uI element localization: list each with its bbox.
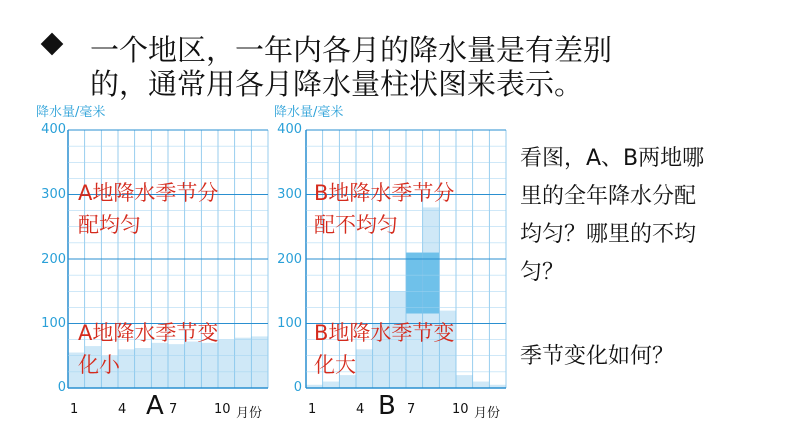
chart-a-bar-11	[235, 338, 252, 388]
chart-a-ytick-200: 200	[41, 252, 66, 267]
chart-b-xtick-4: 4	[356, 402, 365, 417]
chart-a-ytick-300: 300	[41, 187, 66, 202]
chart-a-annotation-2a: A地降水季节变	[78, 321, 219, 345]
chart-a-bar-6	[151, 343, 168, 388]
chart-a-annotation-1a: A地降水季节分	[78, 181, 219, 205]
chart-b-bar-10	[456, 375, 473, 388]
question-line-5: 季节变化如何？	[520, 344, 675, 369]
chart-a-bar-4	[118, 349, 135, 388]
chart-a-xtick-4: 4	[118, 402, 127, 417]
chart-b-xtick-10: 10	[452, 402, 469, 417]
chart-a-xtick-1: 1	[70, 402, 79, 417]
chart-a-ylabel: 降水量/毫米	[36, 105, 106, 120]
chart-a-xtick-month: 月份	[236, 406, 263, 421]
chart-b-ytick-0: 0	[293, 380, 302, 395]
chart-b-annotation-1b: 配不均匀	[314, 213, 398, 237]
chart-b-xtick-7: 7	[407, 402, 416, 417]
chart-b-xtick-1: 1	[308, 402, 317, 417]
chart-a-bar-5	[135, 348, 152, 388]
chart-a-bar-7	[168, 344, 185, 388]
chart-a-xtick-10: 10	[214, 402, 231, 417]
chart-a-bar-10	[218, 340, 235, 388]
chart-b-ytick-200: 200	[277, 252, 302, 267]
chart-b-bar-11	[473, 382, 490, 388]
chart-b-xtick-month: 月份	[474, 406, 501, 421]
chart-b-annotation-2a: B地降水季节变	[314, 321, 455, 345]
chart-b-bar-2	[323, 382, 340, 388]
bullet-diamond-icon	[41, 33, 64, 56]
chart-a-annotation-2b: 化小	[78, 353, 120, 377]
chart-a-bar-9	[201, 343, 218, 388]
chart-b-bar-4	[356, 349, 373, 388]
chart-a-xtick-7: 7	[169, 402, 178, 417]
heading-line-2: 的，通常用各月降水量柱状图来表示。	[90, 67, 584, 101]
chart-b-ytick-300: 300	[277, 187, 302, 202]
question-line-3: 均匀？哪里的不均	[520, 222, 697, 247]
chart-b-bar-highlight-7	[406, 253, 423, 314]
chart-a-letter: A	[146, 391, 164, 421]
chart-a-ytick-100: 100	[41, 316, 66, 331]
chart-a-ytick-400: 400	[41, 122, 66, 137]
chart-b-ytick-400: 400	[277, 122, 302, 137]
question-line-4: 匀？	[520, 260, 565, 285]
question-line-2: 里的全年降水分配	[520, 184, 697, 209]
chart-b-annotation-1a: B地降水季节分	[314, 181, 455, 205]
chart-b-annotation-2b: 化大	[314, 353, 356, 377]
chart-a-ytick-0: 0	[57, 380, 66, 395]
chart-b-ytick-100: 100	[277, 316, 302, 331]
chart-b-bar-highlight-8	[423, 253, 440, 314]
chart-b-ylabel: 降水量/毫米	[274, 105, 344, 120]
chart-a-annotation-1b: 配均匀	[78, 213, 141, 237]
question-line-1: 看图，A、B两地哪	[520, 146, 705, 171]
heading-line-1: 一个地区，一年内各月的降水量是有差别	[90, 33, 613, 67]
chart-b-letter: B	[378, 391, 396, 421]
